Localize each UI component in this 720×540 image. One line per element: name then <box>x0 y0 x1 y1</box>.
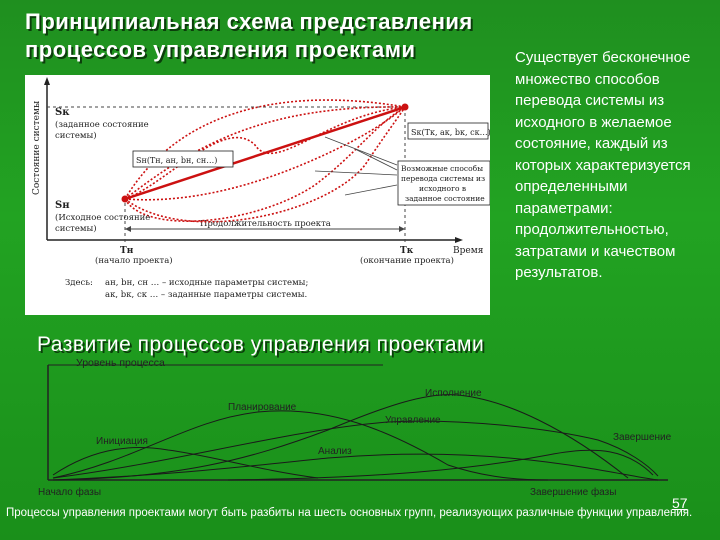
svg-text:Возможные способы: Возможные способы <box>401 164 484 173</box>
svg-text:Tн: Tн <box>120 246 134 256</box>
svg-text:Анализ: Анализ <box>318 446 352 457</box>
description-text: Существует бесконечное множество способов перевода системы из исходного в желаемое состояние, каждый из которых характеризуется определенными параметрами: продолжительностью, затратами и качеством результатов. <box>515 49 691 281</box>
svg-text:Инициация: Инициация <box>96 436 148 447</box>
svg-text:(Исходное состояние: (Исходное состояние <box>55 213 151 223</box>
control-curve <box>53 421 658 478</box>
svg-text:Здесь:: Здесь: <box>65 278 93 288</box>
process-levels-diagram <box>28 350 688 500</box>
section-subtitle: Развитие процессов управления проектами <box>37 333 485 356</box>
process-level-label: Уровень процесса <box>76 357 165 369</box>
svg-text:(окончание проекта): (окончание проекта) <box>360 256 454 266</box>
svg-text:Управление: Управление <box>385 415 441 426</box>
svg-text:системы): системы) <box>55 224 97 234</box>
start-point <box>122 196 129 203</box>
svg-text:(заданное состояние: (заданное состояние <box>55 120 149 130</box>
svg-text:системы): системы) <box>55 131 97 141</box>
sk-params: Sк(Tк, aк, bк, cк…) <box>411 128 490 137</box>
svg-text:aн, bн, cн … – исходные параме: aн, bн, cн … – исходные параметры системы; <box>105 278 309 288</box>
slide-title: Принципиальная схема представления процессов управления проектами <box>25 9 473 62</box>
svg-text:перевода системы из: перевода системы из <box>401 174 486 183</box>
svg-text:aк, bк, cк … – заданные параме: aк, bк, cк … – заданные параметры системы. <box>105 290 308 300</box>
svg-text:Начало фазы: Начало фазы <box>38 487 102 498</box>
svg-text:заданное состояние: заданное состояние <box>405 194 485 203</box>
x-axis-label: Время <box>453 246 484 256</box>
svg-text:Исполнение: Исполнение <box>425 388 482 399</box>
schematic-diagram <box>25 75 490 315</box>
svg-text:Tк: Tк <box>400 246 414 256</box>
page-number: 57 <box>672 495 688 511</box>
duration-label: Продолжительность проекта <box>200 219 331 229</box>
svg-text:Завершение фазы: Завершение фазы <box>530 487 617 498</box>
sk-label: Sк <box>55 107 70 118</box>
sn-params: Sн(Tн, aн, bн, cн…) <box>136 156 218 165</box>
footer-text: Процессы управления проектами могут быть разбиты на шесть основных групп, реализующих различные функции управления. <box>6 507 693 519</box>
svg-text:исходного в: исходного в <box>419 184 467 193</box>
sn-label: Sн <box>55 200 70 211</box>
end-point <box>402 104 409 111</box>
y-axis-label: Состояние системы <box>32 100 42 195</box>
svg-text:(начало проекта): (начало проекта) <box>95 256 173 266</box>
svg-text:Завершение: Завершение <box>613 432 672 443</box>
svg-text:Планирование: Планирование <box>228 402 297 413</box>
